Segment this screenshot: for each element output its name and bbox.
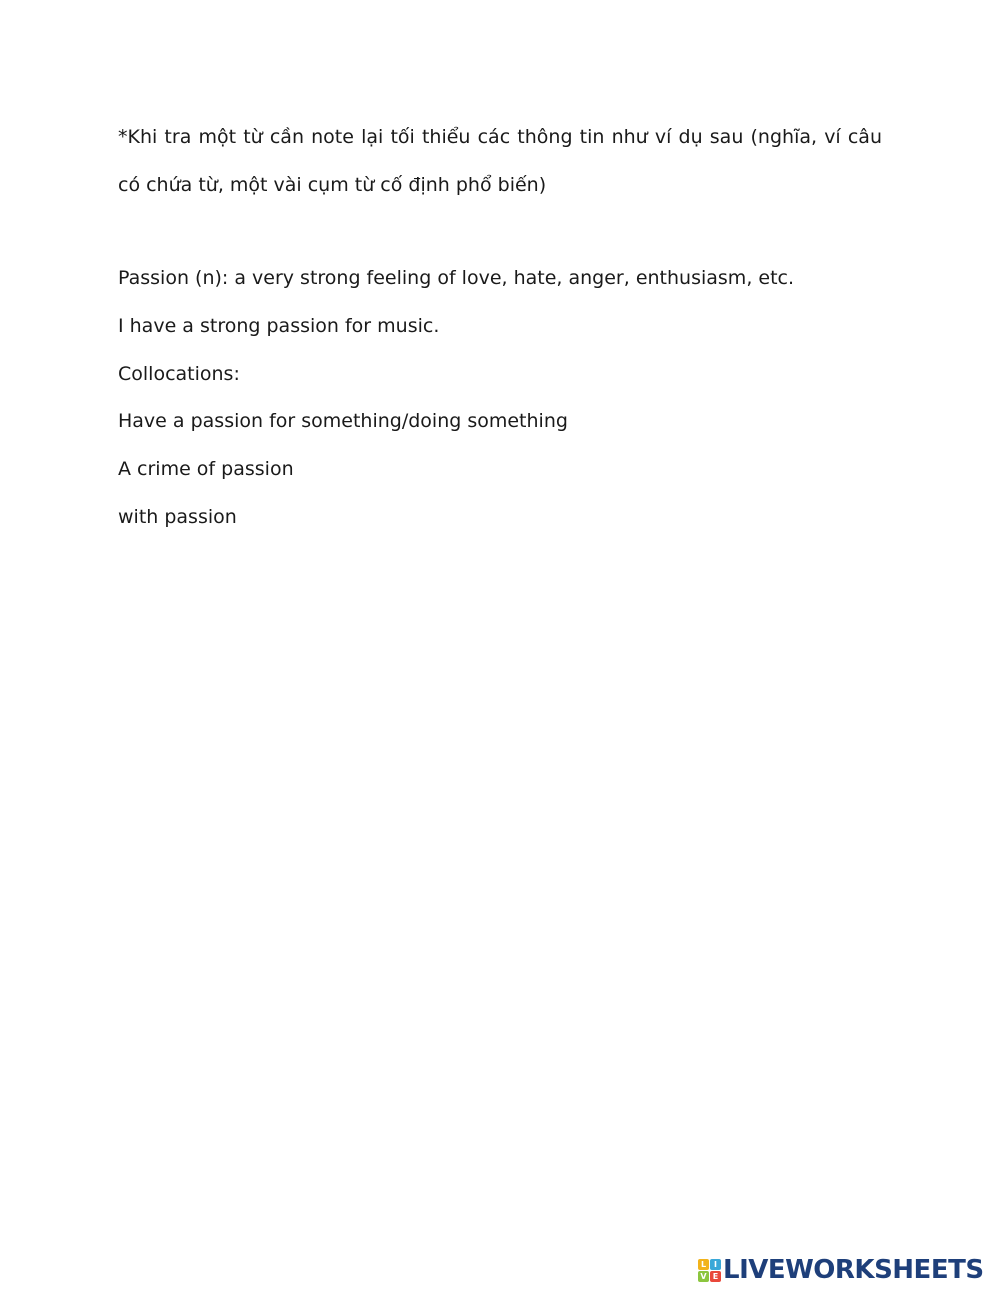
collocations-heading: Collocations: [118, 362, 240, 385]
logo-block: I [710, 1259, 721, 1270]
logo-block: L [698, 1259, 709, 1270]
instruction-note: *Khi tra một từ cần note lại tối thiểu các thông tin như ví dụ sau (nghĩa, ví câu có chứa từ, một vài cụm từ cố định phổ biến) [118, 126, 882, 196]
logo-block: E [710, 1271, 721, 1282]
logo-blocks-icon [698, 1259, 721, 1282]
logo-text: LIVEWORKSHEETS [723, 1255, 984, 1285]
collocation-item: Have a passion for something/doing something [118, 410, 568, 433]
vocabulary-entry [118, 255, 898, 542]
collocation-item: A crime of passion [118, 458, 294, 481]
liveworksheets-logo [698, 1255, 984, 1285]
example-sentence: I have a strong passion for music. [118, 314, 440, 337]
collocation-item: with passion [118, 505, 237, 528]
definition-line: Passion (n): a very strong feeling of love, hate, anger, enthusiasm, etc. [118, 267, 795, 289]
logo-block: V [698, 1271, 709, 1282]
